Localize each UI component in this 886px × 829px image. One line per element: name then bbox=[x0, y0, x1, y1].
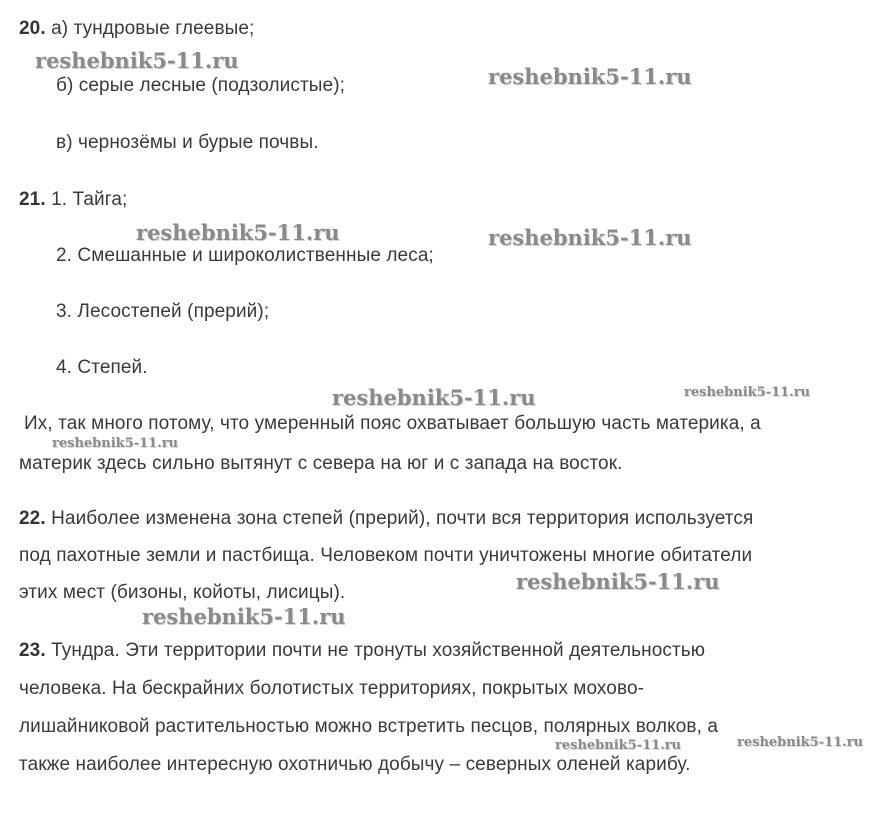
watermark: reshebnik5-11.ru bbox=[516, 569, 720, 594]
watermark: reshebnik5-11.ru bbox=[142, 604, 346, 629]
answer-22-line-2: под пахотные земли и пастбища. Человеком почти уничтожены многие обитатели bbox=[19, 545, 753, 566]
answer-text: Наиболее изменена зона степей (прерий), почти вся территория используется bbox=[51, 508, 754, 529]
answer-number: 23. bbox=[19, 640, 46, 661]
answer-text: Тундра. Эти территории почти не тронуты хозяйственной деятельностью bbox=[51, 640, 706, 661]
answer-21-line-1 bbox=[19, 188, 127, 212]
answer-22-line-3: этих мест (бизоны, койоты, лисицы). bbox=[19, 582, 346, 603]
answer-23-line-4: также наиболее интересную охотничью добычу – северных оленей карибу. bbox=[19, 754, 691, 775]
watermark: reshebnik5-11.ru bbox=[684, 385, 811, 400]
answer-21-note-line-1: Их, так много потому, что умеренный пояс охватывает большую часть материка, а bbox=[24, 413, 761, 434]
answer-number: 20. bbox=[19, 18, 46, 39]
watermark: reshebnik5-11.ru bbox=[488, 64, 692, 89]
watermark: reshebnik5-11.ru bbox=[332, 385, 536, 410]
watermark: reshebnik5-11.ru bbox=[35, 48, 239, 73]
answer-number: 22. bbox=[19, 508, 46, 529]
watermark: reshebnik5-11.ru bbox=[555, 738, 682, 753]
answer-21-note-line-2: материк здесь сильно вытянут с севера на юг и с запада на восток. bbox=[19, 453, 623, 474]
watermark: reshebnik5-11.ru bbox=[52, 436, 179, 451]
answer-23-line-1 bbox=[19, 639, 705, 663]
answer-23-line-2: человека. На бескрайних болотистых территориях, покрытых мохово- bbox=[19, 678, 645, 699]
answer-20-line-a bbox=[19, 17, 254, 41]
answer-21-line-3: 3. Лесостепей (прерий); bbox=[56, 301, 270, 322]
answer-22-line-1 bbox=[19, 507, 753, 531]
answer-number: 21. bbox=[19, 189, 46, 210]
answer-20-line-c: в) чернозёмы и бурые почвы. bbox=[56, 132, 319, 153]
answer-21-line-2: 2. Смешанные и широколиственные леса; bbox=[56, 245, 434, 266]
watermark: reshebnik5-11.ru bbox=[136, 220, 340, 245]
answer-text: а) тундровые глеевые; bbox=[51, 18, 255, 39]
answer-text: 1. Тайга; bbox=[51, 189, 128, 210]
watermark: reshebnik5-11.ru bbox=[737, 735, 864, 750]
answer-23-line-3: лишайниковой растительностью можно встретить песцов, полярных волков, а bbox=[19, 716, 719, 737]
answer-21-line-4: 4. Степей. bbox=[56, 357, 148, 378]
watermark: reshebnik5-11.ru bbox=[488, 225, 692, 250]
answer-20-line-b: б) серые лесные (подзолистые); bbox=[56, 75, 346, 96]
